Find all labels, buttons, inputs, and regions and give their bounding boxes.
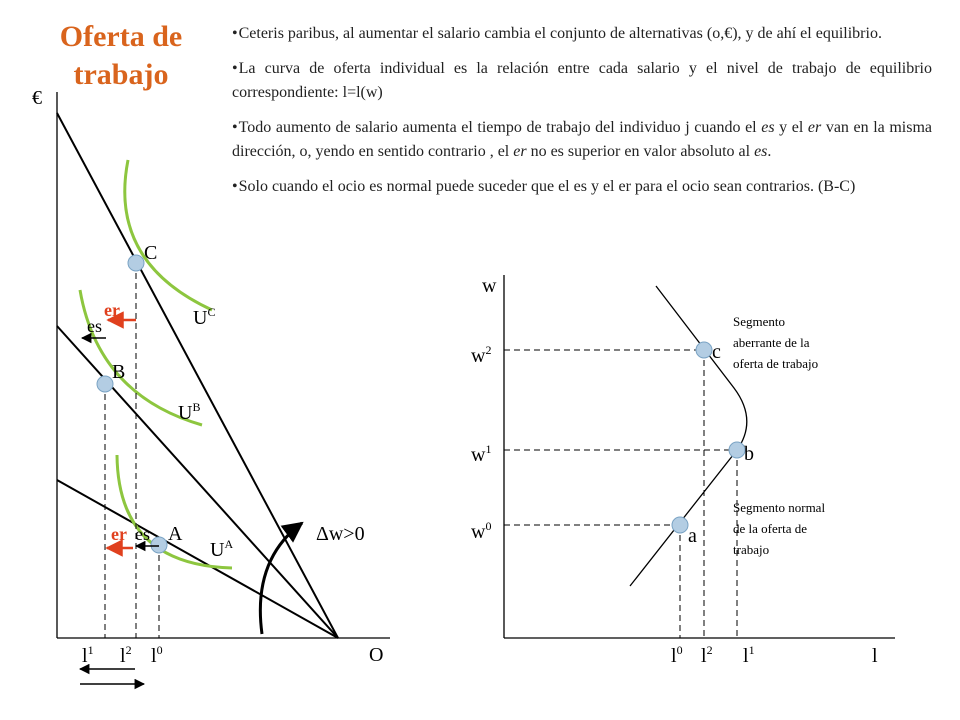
tick-l0-right	[671, 643, 683, 667]
tick-l2-right	[701, 643, 713, 667]
tick-w1-base: w	[471, 444, 486, 466]
budget-line-b	[57, 326, 338, 638]
left-diagram	[32, 87, 390, 684]
segment-aberrant-line-2: aberrante de la	[733, 335, 810, 350]
point-b-label: B	[112, 361, 126, 383]
bullet-2: •La curva de oferta individual es la relación entre cada salario y el nivel de trabajo de equilibrio correspondiente: l=l(w)	[232, 60, 932, 101]
tick-l2-right-base: l	[701, 645, 707, 667]
tick-l0	[151, 643, 163, 667]
rotation-arrow	[260, 523, 302, 634]
indifference-curve-uc	[125, 160, 212, 310]
er-label-bottom: er	[111, 524, 127, 544]
es-label-top: es	[87, 316, 102, 336]
tick-l2-right-sup: 2	[706, 643, 713, 657]
bullet-3-part-4: no es superior en valor absoluto al	[526, 143, 755, 160]
title-line-1: Oferta de	[59, 20, 183, 53]
tick-l1	[82, 643, 94, 667]
point-c-label: C	[144, 242, 158, 264]
tick-l0-right-sup: 0	[676, 643, 683, 657]
label-ua-base: U	[210, 539, 225, 561]
tick-l1-base: l	[82, 645, 88, 667]
tick-l2-sup: 2	[125, 643, 132, 657]
tick-l0-base: l	[151, 645, 157, 667]
tick-l0-sup: 0	[156, 643, 163, 657]
left-y-axis-label: €	[32, 87, 42, 109]
bullet-3-part-2: y el	[774, 119, 808, 136]
right-x-axis-label: l	[872, 645, 878, 667]
tick-l2-base: l	[120, 645, 126, 667]
tick-l2	[120, 643, 132, 667]
bullet-3-er-1: er	[807, 119, 822, 136]
point-a-right-label: a	[688, 525, 697, 547]
tick-l1-sup: 1	[87, 643, 94, 657]
segment-normal-line-2: de la oferta de	[733, 521, 807, 536]
segment-aberrant-line-1: Segmento	[733, 314, 785, 329]
point-c-right	[696, 342, 712, 358]
delta-w-label: Δw>0	[316, 523, 365, 545]
tick-w2-base: w	[471, 345, 486, 367]
point-a-right	[672, 517, 688, 533]
er-label-top: er	[104, 300, 120, 320]
left-origin-label: O	[369, 644, 384, 666]
es-label-bottom: es	[135, 524, 150, 544]
segment-normal-line-3: trabajo	[733, 542, 770, 557]
tick-w2-sup: 2	[485, 343, 492, 357]
bullet-3-es-2: es	[754, 143, 768, 160]
label-uc	[193, 305, 215, 329]
tick-w0-base: w	[471, 521, 486, 543]
tick-l1-right	[743, 643, 755, 667]
label-uc-sup: C	[207, 305, 216, 319]
tick-l0-right-base: l	[671, 645, 677, 667]
tick-w0-sup: 0	[485, 519, 492, 533]
right-y-axis-label: w	[482, 275, 497, 297]
bullet-4: •Solo cuando el ocio es normal puede suceder que el es y el er para el ocio sean contrarios. (B-C)	[232, 178, 856, 195]
tick-w2	[471, 343, 491, 367]
bullet-4-text: Solo cuando el ocio es normal puede suceder que el es y el er para el ocio sean contrarios. (B-C)	[238, 178, 856, 195]
right-diagram	[471, 275, 895, 667]
label-ua-sup: A	[224, 537, 234, 551]
tick-w1	[471, 442, 491, 466]
bullet-3-part-1: Todo aumento de salario aumenta el tiempo de trabajo del individuo j cuando el	[238, 119, 762, 136]
segment-aberrant-line-3: oferta de trabajo	[733, 356, 819, 371]
title-line-2: trabajo	[73, 58, 169, 91]
bullet-3-er-2: er	[513, 143, 527, 160]
point-a-label: A	[168, 523, 183, 545]
point-a	[151, 537, 167, 553]
bullet-3-es-1: es	[761, 119, 775, 136]
bullet-3-part-3: van en la misma dirección, o, yendo en sentido contrario , el	[232, 119, 933, 160]
point-b-right	[729, 442, 745, 458]
tick-w0	[471, 519, 491, 543]
bullet-3-part-5: .	[767, 143, 772, 160]
point-b	[97, 376, 113, 392]
label-ub-base: U	[178, 402, 193, 424]
tick-l1-right-base: l	[743, 645, 749, 667]
label-ua	[210, 537, 233, 561]
label-uc-base: U	[193, 307, 208, 329]
point-b-right-label: b	[744, 443, 754, 465]
label-ub-sup: B	[192, 400, 201, 414]
tick-w1-sup: 1	[485, 442, 492, 456]
bullet-1-text: Ceteris paribus, al aumentar el salario cambia el conjunto de alternativas (o,€), y de ahí el equilibrio.	[238, 25, 882, 42]
tick-l1-right-sup: 1	[748, 643, 755, 657]
point-c	[128, 255, 144, 271]
bullet-3: •Todo aumento de salario aumenta el tiempo de trabajo del individuo j cuando el es y el er van en la misma dirección, o, yendo en sentido contrario , el er no es superior en valor absoluto al es.	[232, 119, 933, 160]
bullet-2-text: La curva de oferta individual es la relación entre cada salario y el nivel de trabajo de equilibrio correspondiente: l=l(w)	[232, 60, 932, 101]
point-c-right-label: c	[712, 341, 721, 363]
label-ub	[178, 400, 200, 424]
segment-normal-line-1: Segmento normal	[733, 500, 826, 515]
bullet-1: •Ceteris paribus, al aumentar el salario cambia el conjunto de alternativas (o,€), y de ahí el equilibrio.	[232, 25, 882, 42]
